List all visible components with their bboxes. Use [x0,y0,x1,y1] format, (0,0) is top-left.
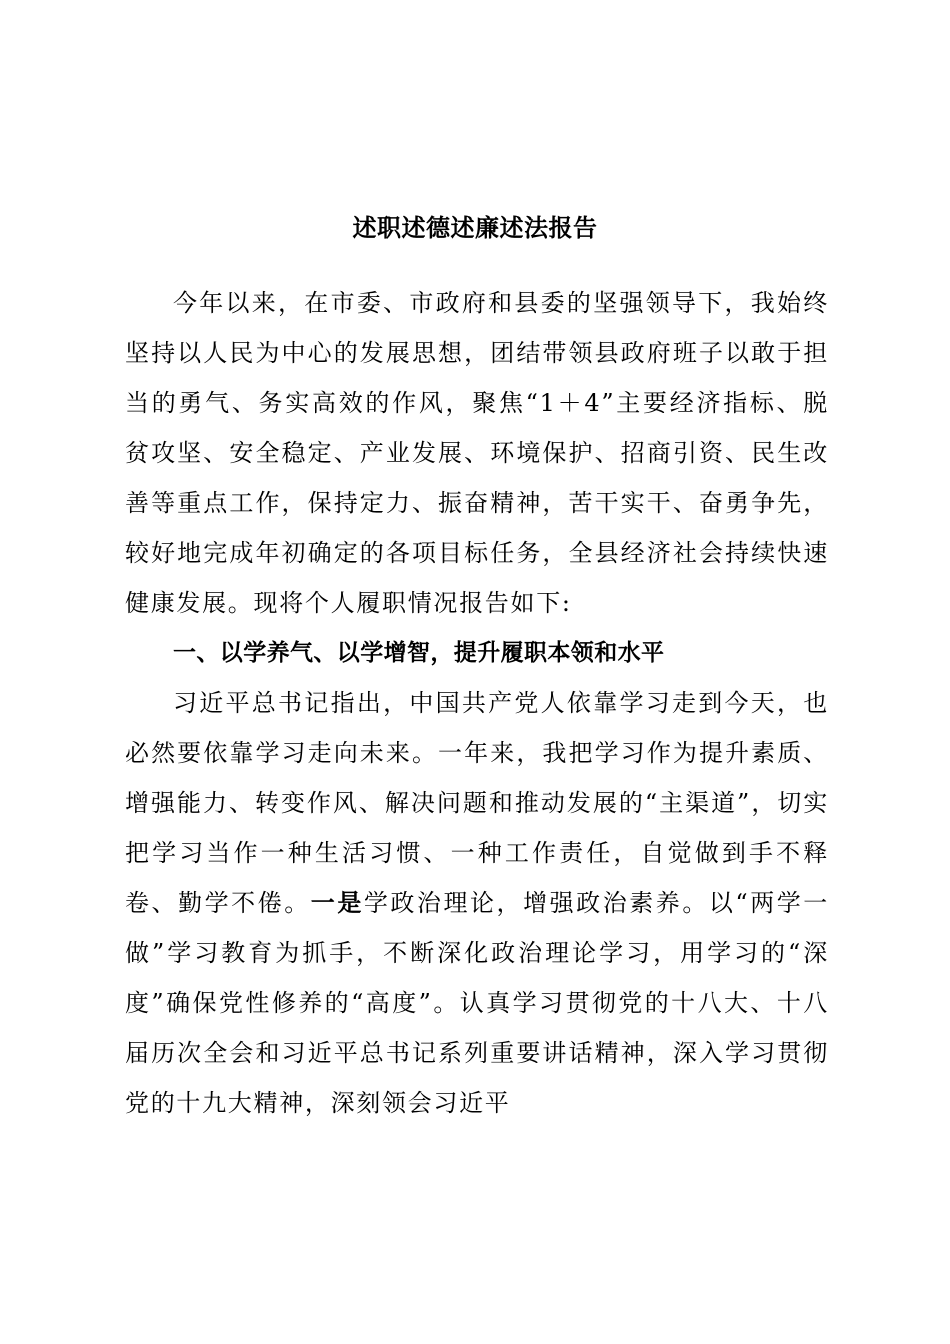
study-paragraph [125,678,829,1128]
intro-paragraph: 今年以来，在市委、市政府和县委的坚强领导下，我始终坚持以人民为中心的发展思想，团结带领县政府班子以敢于担当的勇气、务实高效的作风，聚焦“1＋4”主要经济指标、脱贫攻坚、安全稳定、产业发展、环境保护、招商引资、民生改善等重点工作，保持定力、振奋精神，苦干实干、奋勇争先，较好地完成年初确定的各项目标任务，全县经济社会持续快速健康发展。现将个人履职情况报告如下: [125,289,829,617]
point-one-marker: 一是 [310,889,364,917]
study-paragraph-part2: 学政治理论，增强政治素养。以“两学一做”学习教育为抓手，不断深化政治理论学习，用学习的“深度”确保党性修养的“高度”。认真学习贯彻党的十八大、十八届历次全会和习近平总书记系列重要讲话精神，深入学习贯彻党的十九大精神，深刻领会习近平 [125,889,829,1117]
study-paragraph-part1: 习近平总书记指出，中国共产党人依靠学习走到今天，也必然要依靠学习走向未来。一年来，我把学习作为提升素质、增强能力、转变作风、解决问题和推动发展的“主渠道”，切实把学习当作一种生活习惯、一种工作责任，自觉做到手不释卷、勤学不倦。 [125,689,829,917]
document-title: 述职述德述廉述法报告 [352,213,598,242]
section-heading-1: 一、以学养气、以学增智，提升履职本领和水平 [173,640,665,666]
